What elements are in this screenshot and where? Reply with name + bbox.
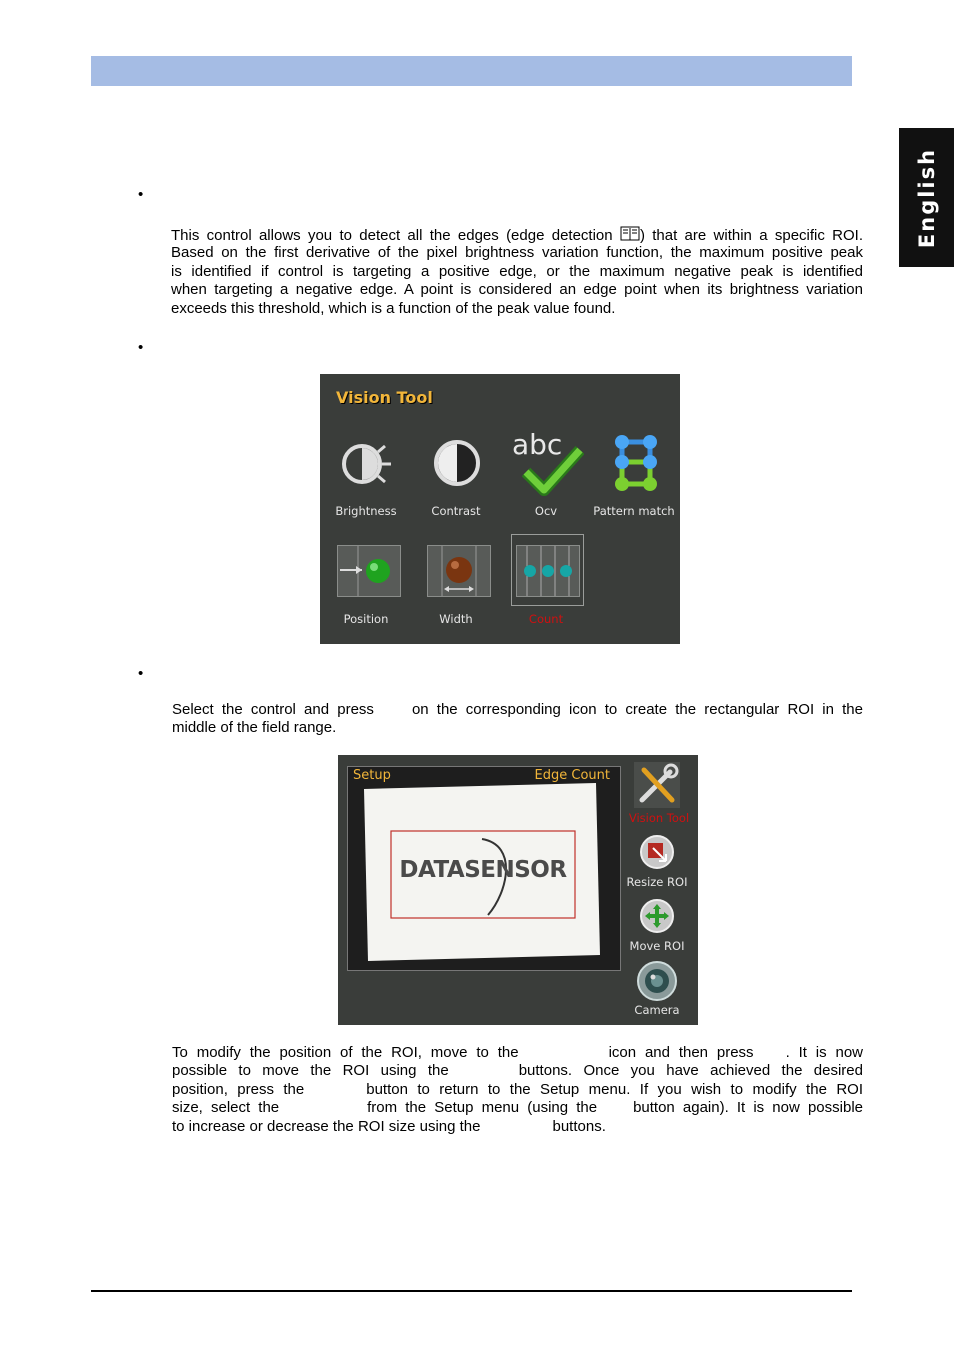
para3-line2: possible to move the ROI using the buttons. Once you have achieved the desired (172, 1062, 863, 1080)
para2-line1: Select the control and press on the corresponding icon to create the rectangular ROI in the (172, 701, 863, 718)
para2-line2: middle of the field range. (172, 719, 337, 737)
paragraph-modify-roi (172, 1044, 863, 1136)
language-tab (899, 128, 954, 267)
move-roi-icon[interactable] (639, 898, 675, 934)
paragraph-edge-detection (171, 226, 863, 318)
count-tile[interactable] (516, 545, 580, 597)
vision-tool-title: Vision Tool (336, 388, 433, 407)
camera-button[interactable]: Camera (634, 1003, 680, 1017)
move-roi-button[interactable]: Move ROI (629, 939, 685, 953)
edge-count-label: Edge Count (534, 768, 610, 783)
check-icon[interactable] (522, 444, 584, 498)
vision-tool-width[interactable]: Width (439, 612, 473, 626)
count-icon (517, 546, 579, 596)
para3-line3: position, press the button to return to the Setup menu. If you wish to modify the ROI (172, 1080, 863, 1098)
bullet-1: • (138, 186, 144, 203)
width-tile[interactable] (427, 545, 491, 597)
position-icon (338, 546, 400, 596)
contrast-icon[interactable] (432, 438, 482, 488)
datasensor-logo: DATASENSOR (399, 857, 567, 883)
bullet-2: • (138, 339, 144, 356)
vision-tool-button[interactable]: Vision Tool (628, 811, 690, 825)
para1-line4: when targeting a negative edge. A point is considered an edge point when its brightness variation (171, 281, 863, 299)
ocv-abc-glyph: abc (512, 428, 563, 461)
para3-line5: to increase or decrease the ROI size using the buttons. (172, 1117, 606, 1135)
footer-rule (91, 1290, 852, 1292)
language-tab-label: English (914, 147, 939, 248)
wrench-screwdriver-icon[interactable] (634, 762, 680, 808)
bullet-3: • (138, 665, 144, 682)
vision-tool-ocv[interactable]: Ocv (534, 504, 558, 518)
para3-line1: To modify the position of the ROI, move to the icon and then press . It is now (172, 1044, 863, 1061)
para1-line1: This control allows you to detect all the edges (edge detection ) that are within a specific ROI. (171, 227, 864, 244)
camera-icon[interactable] (636, 960, 678, 1002)
para3-line4: size, select the from the Setup menu (using the button again). It is now possible (172, 1099, 863, 1117)
book-icon (620, 226, 640, 241)
paragraph-select-control (172, 701, 863, 738)
vision-tool-count[interactable]: Count (528, 612, 564, 626)
vision-tool-contrast[interactable]: Contrast (431, 504, 481, 518)
width-icon (428, 546, 490, 596)
vision-tool-brightness[interactable]: Brightness (335, 504, 397, 518)
vision-tool-pattern-match[interactable]: Pattern match (593, 504, 675, 518)
position-tile[interactable] (337, 545, 401, 597)
setup-label: Setup (353, 768, 391, 783)
para1-line3: is identified if control is targeting a positive edge, or the maximum negative peak is identified (171, 262, 863, 280)
para1-line5: exceeds this threshold, which is a function of the peak value found. (171, 299, 616, 317)
vision-tool-position[interactable]: Position (343, 612, 389, 626)
resize-roi-button[interactable]: Resize ROI (626, 875, 688, 889)
header-band (91, 56, 852, 86)
brightness-icon[interactable] (338, 436, 394, 492)
pattern-match-icon[interactable] (612, 432, 660, 494)
para1-line2: Based on the first derivative of the pixel brightness variation function, the maximum positive peak (171, 244, 863, 262)
resize-roi-icon[interactable] (639, 834, 675, 870)
